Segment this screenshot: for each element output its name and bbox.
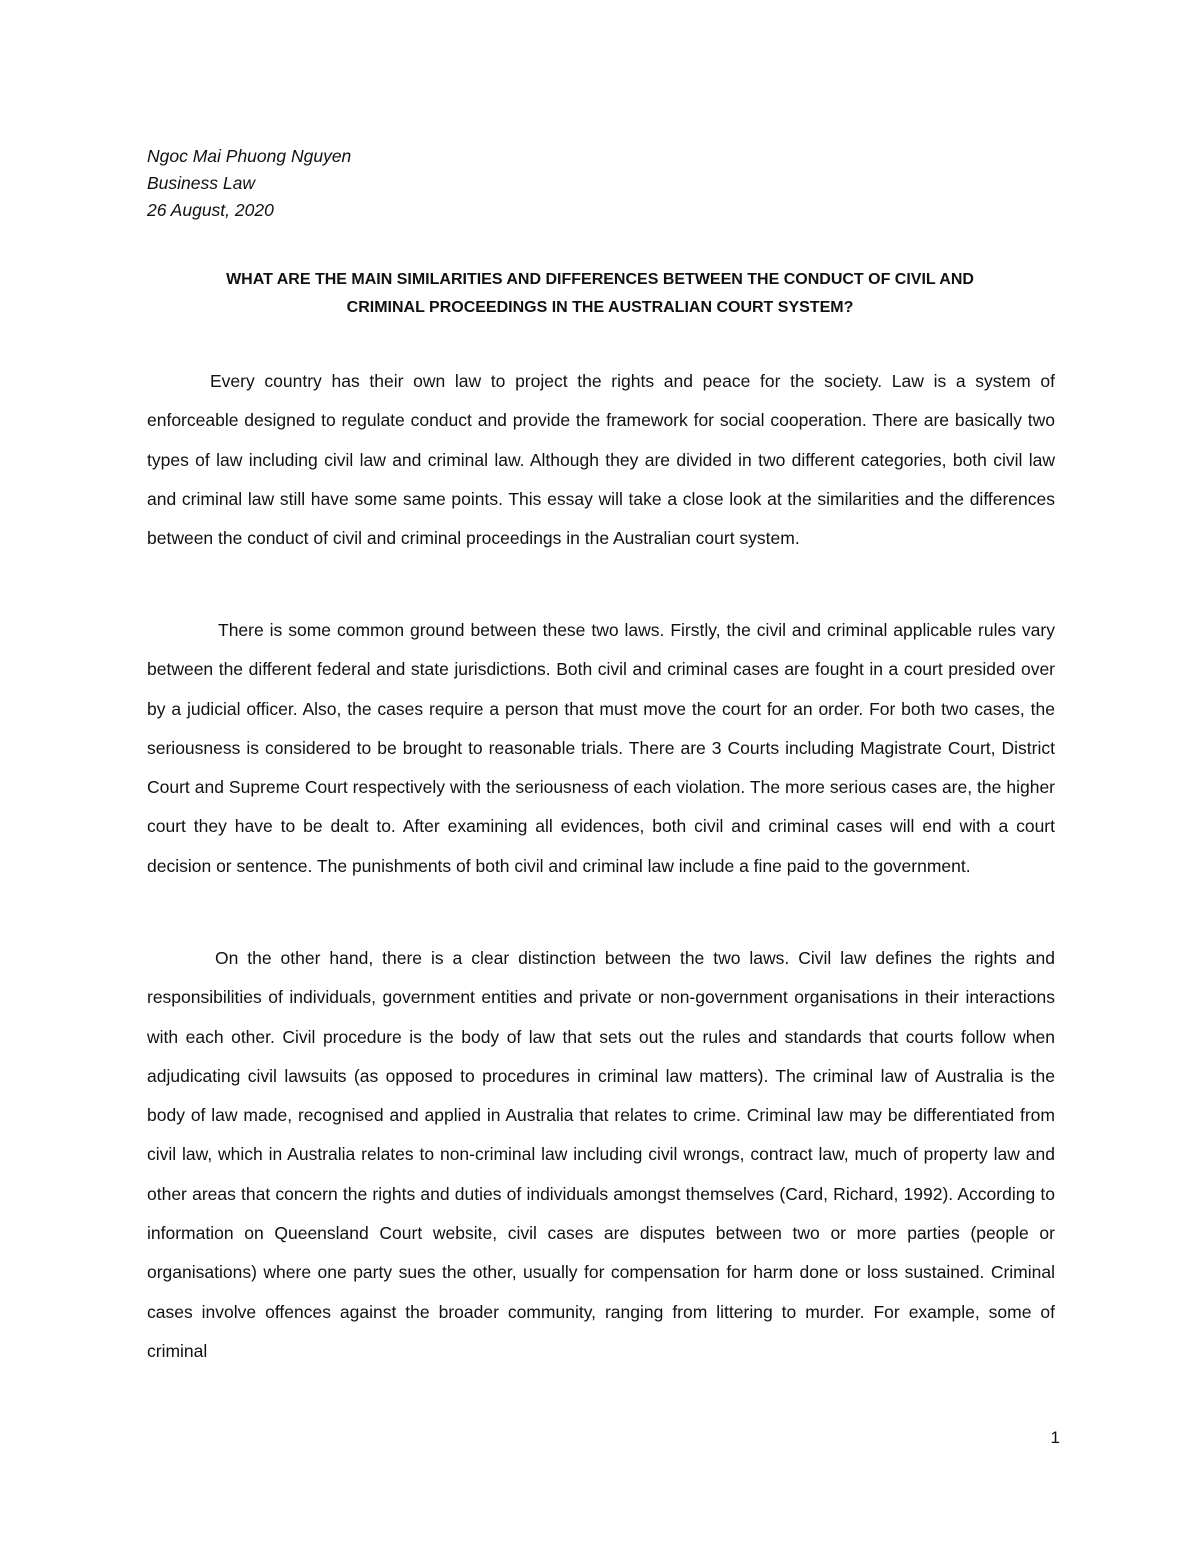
paragraph-differences: On the other hand, there is a clear distinction between the two laws. Civil law defines the rights and responsibilities of individuals, government entities and private or non-government organisations in their interactions with each other. Civil procedure is the body of law that sets out the rules and standards that courts follow when adjudicating civil lawsuits (as opposed to procedures in criminal law matters). The criminal law of Australia is the body of law made, recognised and applied in Australia that relates to crime. Criminal law may be differentiated from civil law, which in Australia relates to non-criminal law including civil wrongs, contract law, much of property law and other areas that concern the rights and duties of individuals amongst themselves (Card, Richard, 1992). According to information on Queensland Court website, civil cases are disputes between two or more parties (people or organisations) where one party sues the other, usually for compensation for harm done or loss sustained. Criminal cases involve offences against the broader community, ranging from littering to murder. For example, some of criminal xyxy=(147,948,1055,1361)
essay-title-line-2: CRIMINAL PROCEEDINGS IN THE AUSTRALIAN COURT SYSTEM? xyxy=(346,299,854,316)
paragraph-introduction: Every country has their own law to project the rights and peace for the society. Law is a system of enforceable designed to regulate conduct and provide the framework for social cooperation. There are basically two types of law including civil law and criminal law. Although they are divided in two different categories, both civil law and criminal law still have some same points. This essay will take a close look at the similarities and the differences between the conduct of civil and criminal proceedings in the Australian court system. xyxy=(147,371,1055,549)
essay-title xyxy=(147,266,1053,322)
paragraph-similarities: There is some common ground between these two laws. Firstly, the civil and criminal applicable rules vary between the different federal and state jurisdictions. Both civil and criminal cases are fought in a court presided over by a judicial officer. Also, the cases require a person that must move the court for an order. For both two cases, the seriousness is considered to be brought to reasonable trials. There are 3 Courts including Magistrate Court, District Court and Supreme Court respectively with the seriousness of each violation. The more serious cases are, the higher court they have to be dealt to. After examining all evidences, both civil and criminal cases will end with a court decision or sentence. The punishments of both civil and criminal law include a fine paid to the government. xyxy=(147,620,1055,876)
document-date: 26 August, 2020 xyxy=(147,200,274,220)
page-number: 1 xyxy=(1050,1428,1060,1447)
essay-title-line-1: WHAT ARE THE MAIN SIMILARITIES AND DIFFERENCES BETWEEN THE CONDUCT OF CIVIL AND xyxy=(226,271,974,288)
author-name: Ngoc Mai Phuong Nguyen xyxy=(147,146,352,166)
course-name: Business Law xyxy=(147,173,255,193)
document-header xyxy=(147,143,747,224)
